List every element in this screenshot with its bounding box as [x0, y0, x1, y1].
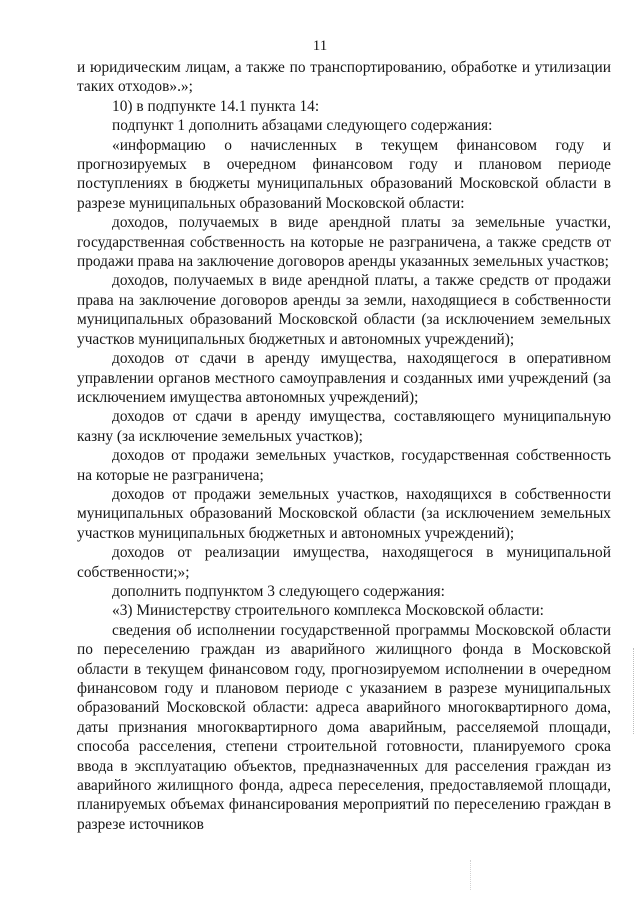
paragraph: доходов от сдачи в аренду имущества, находящегося в оперативном управлении органов местного самоуправления и созданных ими учреждений (за исключением имущества автономных учреждений);	[77, 350, 611, 406]
paragraph: сведения об исполнении государственной программы Московской области по переселению граждан из аварийного жилищного фонда в Московской области в текущем финансовом году, прогнозируемом исполнении в очередном финансовом году и плановом периоде с указанием в разрезе муниципальных образований Московской области: адреса аварийного многоквартирного дома, даты признания многоквартирного дома аварийным, расселяемой площади, способа расселения, степени строительной готовности, планируемого срока ввода в эксплуатацию объектов, предназначенных для расселения граждан из аварийного жилищного фонда, адреса переселения, предоставляемой площади, планируемых объемах финансирования мероприятий по переселению граждан в разрезе источников	[77, 621, 611, 833]
paragraph: дополнить подпунктом 3 следующего содержания:	[112, 582, 445, 600]
paragraph: доходов от продажи земельных участков, государственная собственность на которые не разграничена;	[77, 447, 611, 484]
paragraph: доходов, получаемых в виде арендной платы за земельные участки, государственная собственность на которые не разграничена, а также средств от продажи права на заключение договоров аренды указанных земельных участков;	[77, 214, 611, 271]
paragraph: «3) Министерству строительного комплекса Московской области:	[112, 602, 544, 620]
paragraph: доходов, получаемых в виде арендной платы, а также средств от продажи права на заключение договоров аренды за земли, находящиеся в собственности муниципальных образований Московской области (за исключением земельных участков муниципальных бюджетных и автономных учреждений);	[77, 272, 611, 348]
paragraph: и юридическим лицам, а также по транспортированию, обработке и утилизации таких отходов».»;	[77, 59, 611, 96]
paragraph: «информацию о начисленных в текущем финансовом году и прогнозируемых в очередном финансовом году и плановом периоде поступлениях в бюджеты муниципальных образований Московской области в разрезе муниципальных образований Московской области:	[77, 136, 611, 212]
paragraph: доходов от реализации имущества, находящегося в муниципальной собственности;»;	[77, 544, 611, 581]
paragraph: доходов от сдачи в аренду имущества, составляющего муниципальную казну (за исключение земельных участков);	[77, 408, 611, 445]
page-number: 11	[312, 38, 328, 54]
paragraph: доходов от продажи земельных участков, находящихся в собственности муниципальных образований Московской области (за исключением земельных участков муниципальных бюджетных и автономных учреждений);	[77, 485, 611, 542]
document-body	[77, 58, 611, 834]
paragraph: 10) в подпункте 14.1 пункта 14:	[112, 97, 320, 115]
scan-edge-mark	[633, 648, 638, 734]
scan-speck	[470, 860, 472, 890]
paragraph: подпункт 1 дополнить абзацами следующего содержания:	[112, 117, 493, 135]
